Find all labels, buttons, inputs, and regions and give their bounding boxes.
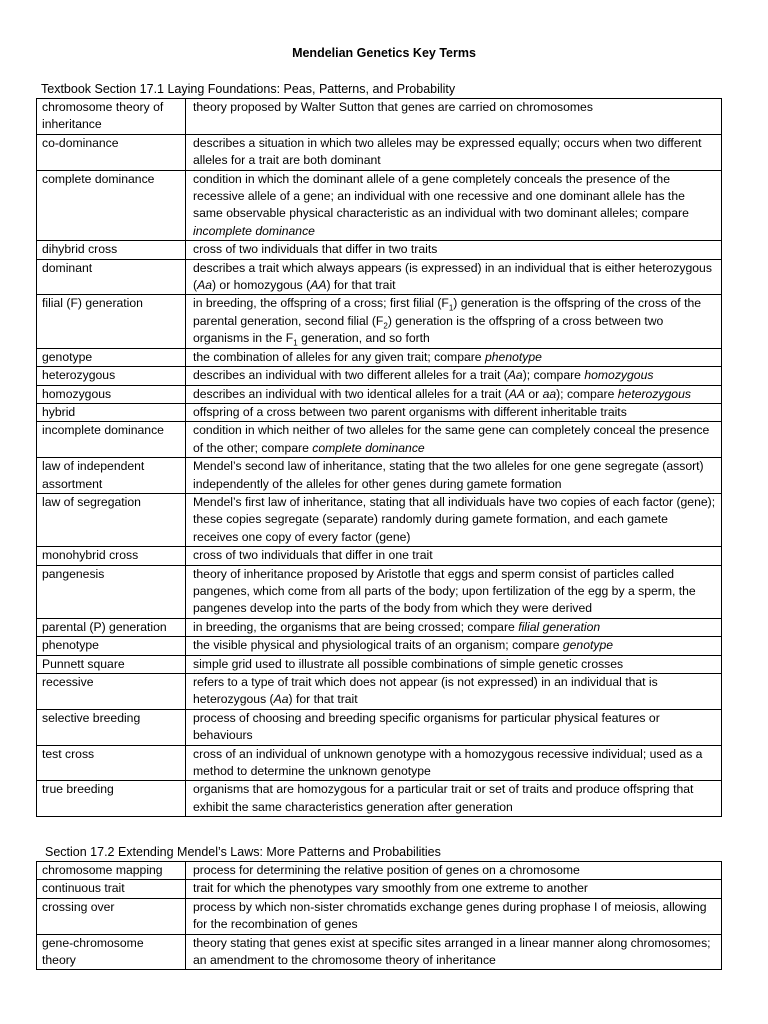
table-row: [37, 781, 722, 817]
definition-text: theory of inheritance proposed by Aristotle that eggs and sperm consist of particles called pangenes, which come from all parts of the body; upon fertilization of the egg by a sperm, the pangenes develop into the parts of the body from which they were derived: [193, 566, 696, 616]
definition-text: simple grid used to illustrate all possible combinations of simple genetic crosses: [193, 656, 624, 671]
subscript: 1: [448, 303, 454, 313]
table-row: [37, 547, 722, 565]
definition-cell: [186, 241, 722, 259]
subscript: 1: [293, 338, 298, 348]
term-cell: genotype: [37, 348, 186, 366]
term-cell: Punnett square: [37, 655, 186, 673]
table-row: [37, 618, 722, 636]
term-cell: law of independent assortment: [37, 458, 186, 494]
table-row: [37, 880, 722, 898]
definition-text: describes an individual with two different alleles for a trait (: [193, 368, 508, 383]
definition-text: ); compare: [522, 368, 585, 383]
term-cell: monohybrid cross: [37, 547, 186, 565]
table-row: [37, 241, 722, 259]
table-row: [37, 637, 722, 655]
term-cell: law of segregation: [37, 493, 186, 546]
definition-cell: [186, 618, 722, 636]
definition-cell: [186, 565, 722, 618]
definition-cell: [186, 403, 722, 421]
definition-cell: [186, 674, 722, 710]
table-row: [37, 709, 722, 745]
definition-cell: [186, 862, 722, 880]
definition-text: cross of an individual of unknown genotype with a homozygous recessive individual; used as a method to determine the unknown genotype: [193, 746, 703, 779]
italic-term: homozygous: [584, 368, 654, 383]
section-heading-17-2: Section 17.2 Extending Mendel’s Laws: More Patterns and Probabilities: [45, 845, 441, 859]
definition-cell: [186, 898, 722, 934]
term-cell: test cross: [37, 745, 186, 781]
table-row: [37, 458, 722, 494]
section-heading-17-1: Textbook Section 17.1 Laying Foundations: Peas, Patterns, and Probability: [41, 82, 456, 96]
table-row: [37, 295, 722, 348]
table-row: [37, 367, 722, 385]
definition-cell: [186, 367, 722, 385]
definition-text: ) generation is the offspring of the cross of the parental generation, second filial (F: [193, 296, 702, 328]
definition-text: process of choosing and breeding specific organisms for particular physical features or behaviours: [193, 710, 660, 743]
definition-text: describes a situation in which two alleles may be expressed equally; occurs when two different alleles for a trait are both dominant: [193, 135, 702, 168]
definition-text: process by which non-sister chromatids exchange genes during prophase I of meiosis, allowing for the recombination of genes: [193, 899, 707, 932]
italic-term: Aa: [273, 692, 289, 707]
definition-text: condition in which neither of two alleles for the same gene can completely conceal the presence of the other; compare: [193, 423, 710, 455]
key-terms-table-17-1: [36, 98, 722, 817]
term-cell: homozygous: [37, 385, 186, 403]
definition-text: the visible physical and physiological traits of an organism; compare: [193, 638, 563, 653]
term-cell: continuous trait: [37, 880, 186, 898]
table-row: [37, 862, 722, 880]
definition-cell: [186, 385, 722, 403]
term-cell: hybrid: [37, 403, 186, 421]
table-row: [37, 898, 722, 934]
definition-cell: [186, 295, 722, 348]
definition-cell: [186, 134, 722, 170]
definition-cell: [186, 422, 722, 458]
definition-cell: [186, 655, 722, 673]
term-cell: gene-chromosome theory: [37, 934, 186, 970]
table-row: [37, 493, 722, 546]
term-cell: selective breeding: [37, 709, 186, 745]
definition-cell: [186, 493, 722, 546]
definition-text: describes a trait which always appears (is expressed) in an individual that is either heterozygous (: [193, 260, 712, 293]
table-row: [37, 259, 722, 295]
table-row: [37, 403, 722, 421]
definition-cell: [186, 348, 722, 366]
definition-cell: [186, 880, 722, 898]
table-row: [37, 745, 722, 781]
table-row: [37, 422, 722, 458]
term-cell: recessive: [37, 674, 186, 710]
definition-cell: [186, 745, 722, 781]
italic-term: genotype: [562, 638, 614, 653]
definition-text: ) for that trait: [288, 692, 358, 707]
definition-text: condition in which the dominant allele of a gene completely conceals the presence of the recessive allele of a gene; an individual with one recessive and one dominant allele has the same observable physical characteristic as an individual with two dominant alleles; compare: [193, 171, 689, 221]
subscript: 2: [383, 321, 388, 331]
italic-term: filial generation: [518, 619, 601, 634]
term-cell: filial (F) generation: [37, 295, 186, 348]
definition-text: organisms that are homozygous for a particular trait or set of traits and produce offspring that exhibit the same characteristics generation after generation: [193, 782, 694, 814]
definition-cell: [186, 709, 722, 745]
definition-cell: [186, 781, 722, 817]
table-row: [37, 565, 722, 618]
definition-text: ) generation is the offspring of a cross between two organisms in the F: [193, 313, 664, 346]
term-cell: dominant: [37, 259, 186, 295]
term-cell: dihybrid cross: [37, 241, 186, 259]
term-cell: chromosome mapping: [37, 862, 186, 880]
table-row: [37, 655, 722, 673]
table-row: [37, 348, 722, 366]
definition-text: theory stating that genes exist at specific sites arranged in a linear manner along chromosomes; an amendment to the chromosome theory of inheritance: [193, 935, 711, 968]
definition-text: the combination of alleles for any given trait; compare: [193, 349, 485, 364]
definition-cell: [186, 637, 722, 655]
definition-text: ); compare: [556, 386, 618, 401]
term-cell: true breeding: [37, 781, 186, 817]
table-row: [37, 99, 722, 135]
term-cell: pangenesis: [37, 565, 186, 618]
definition-text: cross of two individuals that differ in one trait: [193, 548, 433, 563]
italic-term: AA: [310, 278, 327, 293]
definition-text: process for determining the relative position of genes on a chromosome: [193, 863, 580, 877]
table-row: [37, 934, 722, 970]
definition-cell: [186, 934, 722, 970]
italic-term: Aa: [197, 278, 212, 293]
term-cell: crossing over: [37, 898, 186, 934]
definition-text: describes an individual with two identical alleles for a trait (: [193, 386, 509, 401]
definition-cell: [186, 547, 722, 565]
italic-term: aa: [542, 386, 557, 401]
definition-cell: [186, 458, 722, 494]
definition-text: Mendel’s first law of inheritance, stating that all individuals have two copies of each factor (gene); these copies segregate (separate) randomly during gamete formation, and each gamete receives one copy of every factor (gene): [193, 494, 716, 544]
table-row: [37, 385, 722, 403]
definition-text: refers to a type of trait which does not appear (is not expressed) in an individual that is heterozygous (: [193, 675, 658, 707]
definition-text: trait for which the phenotypes vary smoothly from one extreme to another: [193, 881, 588, 896]
definition-text: ) or homozygous (: [211, 278, 311, 293]
key-terms-table-17-2: [36, 861, 722, 970]
table-row: [37, 674, 722, 710]
term-cell: chromosome theory of inheritance: [37, 99, 186, 135]
table-row: [37, 170, 722, 241]
term-cell: incomplete dominance: [37, 422, 186, 458]
term-cell: heterozygous: [37, 367, 186, 385]
term-cell: parental (P) generation: [37, 618, 186, 636]
definition-text: offspring of a cross between two parent organisms with different inheritable traits: [193, 404, 627, 419]
definition-cell: [186, 170, 722, 241]
term-cell: co-dominance: [37, 134, 186, 170]
term-cell: complete dominance: [37, 170, 186, 241]
definition-text: cross of two individuals that differ in two traits: [193, 242, 438, 257]
definition-text: in breeding, the organisms that are being crossed; compare: [193, 619, 519, 634]
definition-text: ) for that trait: [326, 278, 396, 293]
term-cell: phenotype: [37, 637, 186, 655]
italic-term: Aa: [507, 368, 523, 383]
italic-term: heterozygous: [617, 386, 691, 401]
italic-term: AA: [508, 386, 525, 401]
italic-term: incomplete dominance: [193, 223, 315, 238]
table-row: [37, 134, 722, 170]
definition-text: theory proposed by Walter Sutton that genes are carried on chromosomes: [193, 100, 593, 114]
definition-text: or: [524, 386, 543, 401]
definition-cell: [186, 99, 722, 135]
definition-cell: [186, 259, 722, 295]
definition-text: in breeding, the offspring of a cross; first filial (F: [193, 296, 449, 311]
definition-text: generation, and so forth: [297, 331, 430, 346]
italic-term: complete dominance: [312, 440, 425, 455]
italic-term: phenotype: [484, 349, 542, 364]
document-title: Mendelian Genetics Key Terms: [292, 46, 476, 60]
definition-text: Mendel’s second law of inheritance, stating that the two alleles for one gene segregate (assort) independently of the alleles for other genes during gamete formation: [193, 459, 704, 491]
